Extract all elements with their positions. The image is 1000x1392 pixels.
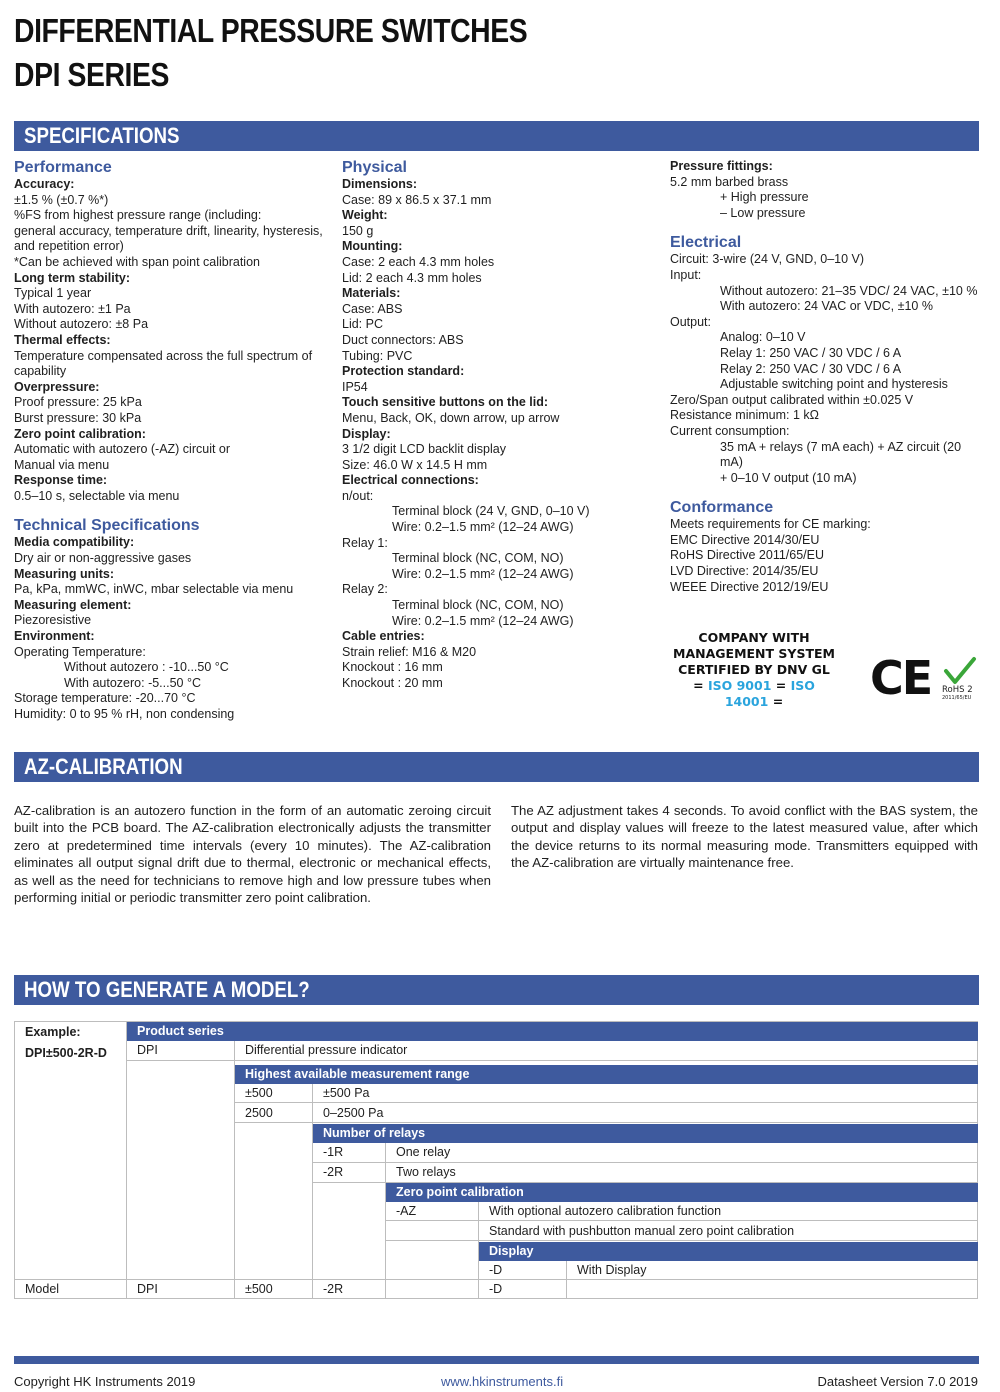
- model-row-range: ±500: [245, 1282, 273, 1296]
- spec-value-indented: Relay 2: 250 VAC / 30 VDC / 6 A: [720, 361, 902, 376]
- spec-heading: Electrical: [670, 234, 742, 252]
- range-desc: 0–2500 Pa: [323, 1106, 384, 1120]
- ce-mark-icon: CE: [870, 651, 932, 705]
- spec-value: WEEE Directive 2012/19/EU: [670, 579, 829, 594]
- spec-value: %FS from highest pressure range (including:: [14, 208, 262, 223]
- relay-code: -2R: [323, 1165, 344, 1179]
- spec-value-indented: Analog: 0–10 V: [720, 330, 806, 345]
- spec-value-indented: 35 mA + relays (7 mA each) + AZ circuit (20: [720, 439, 962, 454]
- display-desc: With Display: [577, 1263, 647, 1277]
- spec-value: Piezoresistive: [14, 613, 92, 628]
- spec-value: Resistance minimum: 1 kΩ: [670, 408, 819, 423]
- az-calibration-heading: AZ-CALIBRATION: [24, 754, 183, 779]
- spec-value: Lid: 2 each 4.3 mm holes: [342, 270, 482, 285]
- spec-heading: Performance: [14, 159, 112, 176]
- display-header: Display: [479, 1242, 978, 1261]
- spec-value: Proof pressure: 25 kPa: [14, 395, 142, 410]
- spec-value: 5.2 mm barbed brass: [670, 174, 789, 189]
- spec-column-electrical: [670, 159, 982, 595]
- iso-9001: ISO 9001: [707, 678, 772, 693]
- spec-heading: Physical: [342, 159, 407, 176]
- rohs-label: RoHS 2: [942, 685, 973, 695]
- spec-label: Long term stability:: [14, 270, 130, 285]
- generate-model-section-bar: [14, 975, 979, 1005]
- spec-value: Menu, Back, OK, down arrow, up arrow: [342, 410, 560, 425]
- document-title-line1: DIFFERENTIAL PRESSURE SWITCHES: [14, 12, 528, 49]
- model-row-series: DPI: [137, 1282, 158, 1296]
- footer-version: Datasheet Version 7.0 2019: [817, 1374, 978, 1389]
- spec-value: Case: ABS: [342, 301, 403, 316]
- spec-value-indented: Wire: 0.2–1.5 mm² (12–24 AWG): [392, 613, 574, 628]
- spec-value: Circuit: 3-wire (24 V, GND, 0–10 V): [670, 252, 865, 267]
- spec-label: Measuring units:: [14, 566, 115, 581]
- range-header: Highest available measurement range: [235, 1065, 978, 1084]
- relay-desc: One relay: [396, 1145, 451, 1159]
- spec-heading: Conformance: [670, 499, 774, 517]
- spec-value: EMC Directive 2014/30/EU: [670, 532, 820, 547]
- spec-value: Dry air or non-aggressive gases: [14, 551, 192, 566]
- spec-value-indented: Without autozero : -10...50 °C: [64, 660, 229, 675]
- spec-value: Manual via menu: [14, 457, 110, 472]
- relay-desc: Two relays: [396, 1165, 456, 1179]
- spec-value: Meets requirements for CE marking:: [670, 517, 871, 532]
- spec-label: Media compatibility:: [14, 535, 135, 550]
- spec-value: and repetition error): [14, 239, 124, 254]
- zero-desc: With optional autozero calibration function: [489, 1204, 722, 1218]
- spec-value: Output:: [670, 314, 711, 329]
- specifications-heading: SPECIFICATIONS: [24, 123, 180, 148]
- spec-value: Lid: PC: [342, 317, 383, 332]
- range-desc: ±500 Pa: [323, 1086, 370, 1100]
- spec-label: Weight:: [342, 208, 388, 223]
- spec-label: Measuring element:: [14, 597, 132, 612]
- spec-value: Automatic with autozero (-AZ) circuit or: [14, 442, 231, 457]
- model-row-label: Model: [25, 1282, 60, 1296]
- spacer: [14, 504, 334, 513]
- spec-value: Duct connectors: ABS: [342, 332, 464, 347]
- model-row-relays: -2R: [323, 1282, 344, 1296]
- specifications-section-bar: [14, 121, 979, 151]
- cert-line2: MANAGEMENT SYSTEM: [673, 646, 835, 661]
- spec-value: Knockout : 16 mm: [342, 660, 443, 675]
- series-code: DPI: [137, 1043, 158, 1057]
- spec-value: capability: [14, 364, 67, 379]
- footer-website-link[interactable]: www.hkinstruments.fi: [441, 1374, 564, 1389]
- cert-line1: COMPANY WITH: [698, 630, 810, 645]
- cert-iso-line: = ISO 9001 = ISO 14001 =: [693, 678, 815, 709]
- spec-value: Case: 89 x 86.5 x 37.1 mm: [342, 192, 492, 207]
- spec-column-physical: [342, 159, 662, 692]
- spec-label: Protection standard:: [342, 364, 465, 379]
- spacer: [670, 221, 982, 230]
- spec-value: Knockout : 20 mm: [342, 676, 443, 690]
- spec-value-indented: With autozero: 24 VAC or VDC, ±10 %: [720, 299, 933, 314]
- spec-value-indented: mA): [720, 455, 743, 470]
- rohs-check-icon: [940, 655, 980, 701]
- spec-label: Mounting:: [342, 239, 403, 254]
- spec-value: With autozero: ±1 Pa: [14, 301, 131, 316]
- spec-value: Tubing: PVC: [342, 348, 413, 363]
- spec-value-indented: + 0–10 V output (10 mA): [720, 470, 857, 485]
- document-title-line2: DPI SERIES: [14, 56, 170, 93]
- spec-value: IP54: [342, 379, 368, 394]
- range-code: ±500: [245, 1086, 273, 1100]
- spec-value: 0.5–10 s, selectable via menu: [14, 488, 180, 503]
- az-calibration-section-bar: [14, 752, 979, 782]
- spec-value-indented: + High pressure: [720, 190, 809, 205]
- relays-header: Number of relays: [313, 1124, 978, 1143]
- az-paragraph-left: AZ-calibration is an autozero function in the form of an automatic zeroing circuit built into the PCB board. The AZ-calibration electronically adjusts the transmitter zero at predetermined time intervals (every 10 minutes). The AZ-calibration eliminates all output signal drift due to thermal, electronic or mechanical effects, as well as the need for technicians to remove high and low pressure tubes when performing initial or periodic transmitter zero point calibration.: [14, 803, 491, 906]
- spacer: [670, 486, 982, 495]
- spec-value: general accuracy, temperature drift, linearity, hysteresis,: [14, 223, 323, 238]
- spec-value: Typical 1 year: [14, 286, 92, 301]
- spec-value-indented: Adjustable switching point and hysteresis: [720, 377, 948, 392]
- spec-value: Operating Temperature:: [14, 644, 146, 659]
- spec-label: Electrical connections:: [342, 473, 479, 488]
- spec-value: Case: 2 each 4.3 mm holes: [342, 254, 495, 269]
- spec-label: Pressure fittings:: [670, 159, 773, 173]
- az-paragraph-right: The AZ adjustment takes 4 seconds. To avoid conflict with the BAS system, the output and display values will freeze to the latest measured value, after which the device returns to its normal measuring mode. Transmitters equipped with the AZ-calibration are virtually maintenance free.: [511, 803, 978, 871]
- spec-heading: Technical Specifications: [14, 517, 200, 535]
- spec-value-indented: Terminal block (24 V, GND, 0–10 V): [392, 504, 590, 519]
- spec-value-indented: Relay 1: 250 VAC / 30 VDC / 6 A: [720, 345, 902, 360]
- spec-value-indented: With autozero: -5...50 °C: [64, 675, 201, 690]
- spec-label: Thermal effects:: [14, 332, 111, 347]
- spec-label: Zero point calibration:: [14, 426, 146, 441]
- relay-code: -1R: [323, 1145, 344, 1159]
- generate-model-heading: HOW TO GENERATE A MODEL?: [24, 977, 310, 1002]
- spec-label: Environment:: [14, 629, 95, 644]
- spec-value: Humidity: 0 to 95 % rH, non condensing: [14, 707, 235, 721]
- spec-value: LVD Directive: 2014/35/EU: [670, 564, 819, 579]
- zero-code: -AZ: [396, 1204, 417, 1218]
- spec-value-indented: Wire: 0.2–1.5 mm² (12–24 AWG): [392, 566, 574, 581]
- zero-desc: Standard with pushbutton manual zero point calibration: [489, 1224, 795, 1238]
- spec-value-indented: Without autozero: 21–35 VDC/ 24 VAC, ±10 %: [720, 283, 978, 298]
- footer-bar: [14, 1356, 979, 1364]
- iso-14001: ISO 14001: [724, 678, 815, 709]
- spec-value: Relay 1:: [342, 535, 388, 550]
- spec-value: Input:: [670, 267, 702, 282]
- spec-value: *Can be achieved with span point calibration: [14, 254, 260, 269]
- spec-value: Relay 2:: [342, 582, 388, 597]
- spec-value: Burst pressure: 30 kPa: [14, 410, 142, 425]
- model-code-table: [14, 1021, 978, 1299]
- footer-copyright: Copyright HK Instruments 2019: [14, 1374, 196, 1389]
- spec-value: Storage temperature: -20...70 °C: [14, 691, 196, 706]
- spec-label: Accuracy:: [14, 177, 75, 191]
- spec-value: Pa, kPa, mmWC, inWC, mbar selectable via menu: [14, 582, 294, 597]
- spec-label: Overpressure:: [14, 379, 100, 394]
- spec-column-performance: [14, 159, 334, 723]
- spec-value: Without autozero: ±8 Pa: [14, 317, 149, 332]
- management-certification: [670, 630, 838, 710]
- spec-value-indented: – Low pressure: [720, 205, 806, 220]
- spec-value: RoHS Directive 2011/65/EU: [670, 548, 825, 563]
- spec-value-indented: Terminal block (NC, COM, NO): [392, 598, 564, 613]
- spec-label: Touch sensitive buttons on the lid:: [342, 395, 549, 410]
- series-desc: Differential pressure indicator: [245, 1043, 408, 1057]
- display-code: -D: [489, 1263, 503, 1277]
- spec-label: Materials:: [342, 286, 401, 301]
- spec-label: Response time:: [14, 473, 108, 488]
- zero-point-header: Zero point calibration: [386, 1183, 978, 1202]
- example-code: DPI±500-2R-D: [25, 1046, 107, 1060]
- example-label: Example:: [25, 1025, 81, 1039]
- spec-label: Display:: [342, 426, 391, 441]
- spec-value: Strain relief: M16 & M20: [342, 644, 477, 659]
- spec-value: 150 g: [342, 223, 374, 238]
- spec-value-indented: Terminal block (NC, COM, NO): [392, 551, 564, 566]
- spec-value: ±1.5 % (±0.7 %*): [14, 192, 109, 207]
- spec-value-indented: Wire: 0.2–1.5 mm² (12–24 AWG): [392, 520, 574, 535]
- product-series-header: Product series: [127, 1022, 978, 1041]
- spec-value: Zero/Span output calibrated within ±0.025 V: [670, 392, 914, 407]
- spec-label: Dimensions:: [342, 177, 418, 191]
- spec-value: Current consumption:: [670, 423, 790, 438]
- rohs-sub: 2011/65/EU: [942, 695, 972, 701]
- spec-value: n/out:: [342, 488, 374, 503]
- model-row-display: -D: [489, 1282, 503, 1296]
- spec-value: Temperature compensated across the full spectrum of: [14, 348, 313, 363]
- spec-value: Size: 46.0 W x 14.5 H mm: [342, 457, 488, 472]
- spec-label: Cable entries:: [342, 629, 425, 644]
- spec-value: 3 1/2 digit LCD backlit display: [342, 442, 506, 457]
- range-code: 2500: [245, 1106, 273, 1120]
- cert-line3: CERTIFIED BY DNV GL: [678, 662, 830, 677]
